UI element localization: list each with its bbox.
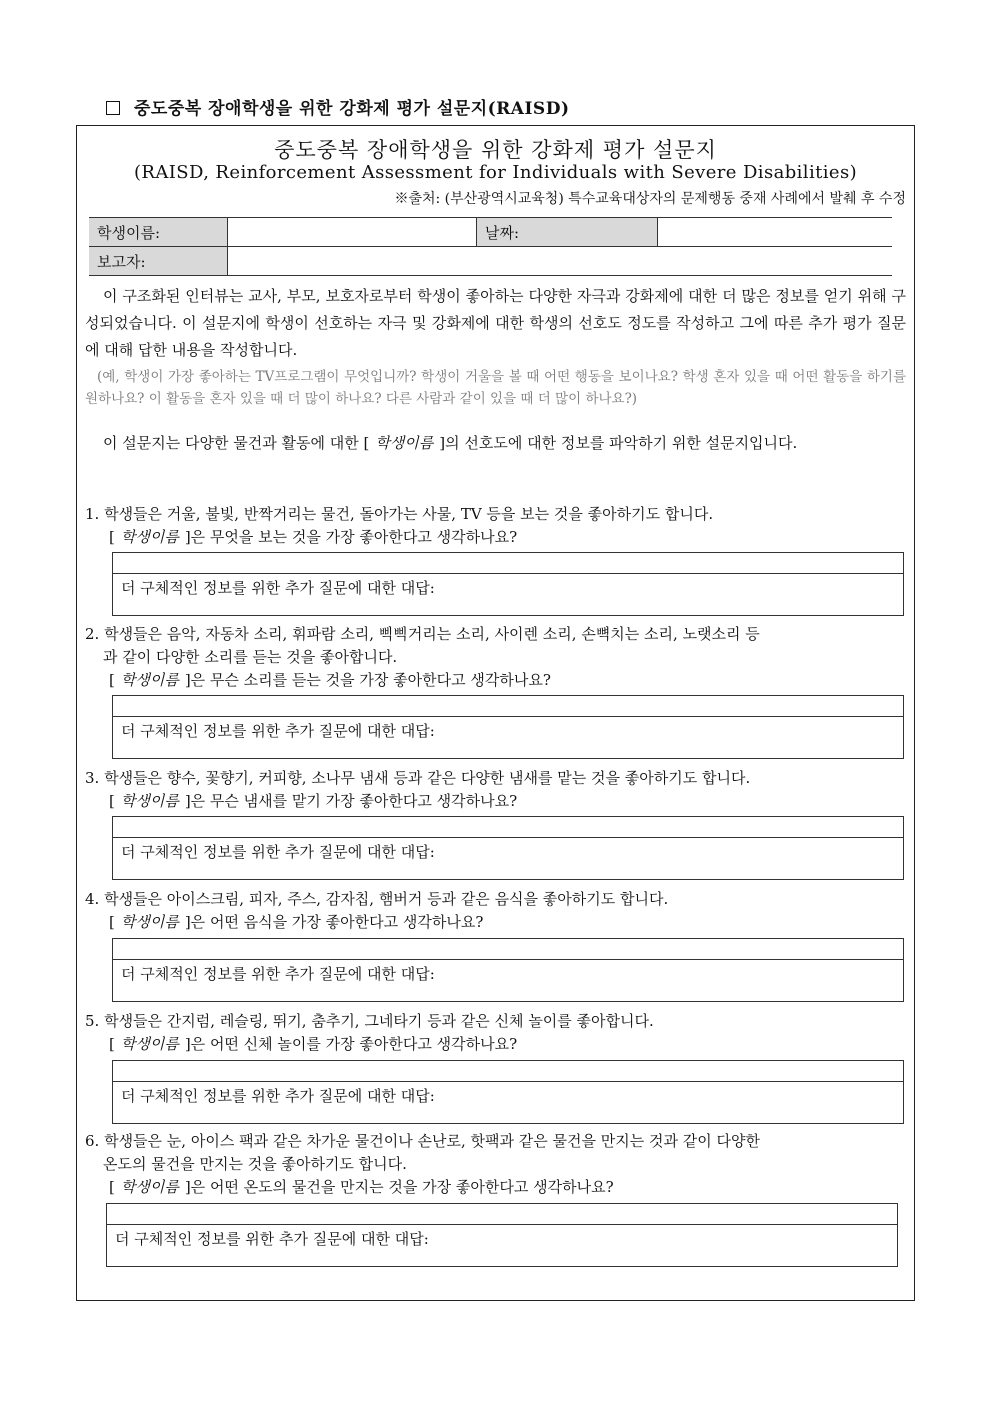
answer-rating-row[interactable] (113, 1061, 903, 1082)
question-2 (85, 623, 906, 692)
question-text: 5. 학생들은 간지럼, 레슬링, 뛰기, 춤추기, 그네타기 등과 같은 신체 놀이를 좋아합니다. (85, 1012, 654, 1030)
question-prompt: [ 학생이름 ]은 무슨 냄새를 맡기 가장 좋아한다고 생각하나요? (109, 792, 518, 810)
question-text: 2. 학생들은 음악, 자동차 소리, 휘파람 소리, 삑삑거리는 소리, 사이렌 소리, 손뼉치는 소리, 노랫소리 등 (85, 625, 760, 643)
questionnaire-title: 중도중복 장애학생을 위한 강화제 평가 설문지 (274, 138, 717, 162)
question-prompt: [ 학생이름 ]은 무슨 소리를 듣는 것을 가장 좋아한다고 생각하나요? (109, 671, 551, 689)
answer-rating-row[interactable] (113, 939, 903, 960)
student-name-placeholder: 학생이름 (120, 671, 179, 689)
purpose-text-before: 이 설문지는 다양한 물건과 활동에 대한 [ (103, 434, 370, 452)
student-name-placeholder: 학생이름 (120, 913, 179, 931)
answer-box-5[interactable] (112, 1060, 904, 1124)
student-name-placeholder: 학생이름 (375, 434, 434, 452)
question-text-continued: 온도의 물건을 만지는 것을 좋아하기도 합니다. (103, 1155, 407, 1173)
example-note: (예, 학생이 가장 좋아하는 TV프로그램이 무엇입니까? 학생이 거울을 볼 때 어떤 행동을 보이나요? 학생 혼자 있을 때 어떤 활동을 하기를 원하나요? 이 활동을 혼자 있을 때 더 많이 하나요? 다른 사람과 같이 있을 때 더 많이 하나요?) (85, 369, 906, 407)
question-prompt: [ 학생이름 ]은 어떤 온도의 물건을 만지는 것을 가장 좋아한다고 생각하나요? (109, 1178, 614, 1196)
student-name-placeholder: 학생이름 (120, 528, 179, 546)
questionnaire-frame (76, 125, 915, 1301)
reporter-label: 보고자: (89, 247, 228, 276)
document-heading (106, 94, 570, 119)
question-text: 4. 학생들은 아이스크림, 피자, 주스, 감자칩, 햄버거 등과 같은 음식을 좋아하기도 합니다. (85, 890, 669, 908)
question-prompt: [ 학생이름 ]은 어떤 신체 놀이를 가장 좋아한다고 생각하나요? (109, 1035, 518, 1053)
question-4 (85, 888, 906, 934)
date-label: 날짜: (477, 218, 658, 247)
answer-rating-row[interactable] (113, 553, 903, 574)
answer-box-3[interactable] (112, 816, 904, 880)
question-1 (85, 503, 906, 549)
question-text: 6. 학생들은 눈, 아이스 팩과 같은 차가운 물건이나 손난로, 핫팩과 같은 물건을 만지는 것과 같이 다양한 (85, 1132, 760, 1150)
answer-rating-row[interactable] (107, 1204, 897, 1225)
question-prompt: [ 학생이름 ]은 무엇을 보는 것을 가장 좋아한다고 생각하나요? (109, 528, 518, 546)
answer-box-1[interactable] (112, 552, 904, 616)
student-name-label: 학생이름: (89, 218, 228, 247)
reporter-field[interactable] (228, 247, 893, 276)
answer-box-2[interactable] (112, 695, 904, 759)
purpose-paragraph (85, 429, 906, 458)
answer-label: 더 구체적인 정보를 위한 추가 질문에 대한 대답: (115, 1230, 429, 1248)
question-text: 3. 학생들은 향수, 꽃향기, 커피향, 소나무 냄새 등과 같은 다양한 냄새를 맡는 것을 좋아하기도 합니다. (85, 769, 751, 787)
answer-label: 더 구체적인 정보를 위한 추가 질문에 대한 대답: (121, 965, 435, 983)
questionnaire-subtitle: (RAISD, Reinforcement Assessment for Individuals with Severe Disabilities) (133, 162, 858, 183)
student-info-table (89, 217, 892, 276)
source-note: ※출처: (부산광역시교육청) 특수교육대상자의 문제행동 중재 사례에서 발췌 후 수정 (394, 191, 906, 207)
purpose-text-after: ]의 선호도에 대한 정보를 파악하기 위한 설문지입니다. (439, 434, 798, 452)
answer-rating-row[interactable] (113, 817, 903, 838)
date-field[interactable] (658, 218, 893, 247)
question-5 (85, 1010, 906, 1056)
answer-label: 더 구체적인 정보를 위한 추가 질문에 대한 대답: (121, 722, 435, 740)
answer-box-4[interactable] (112, 938, 904, 1002)
answer-label: 더 구체적인 정보를 위한 추가 질문에 대한 대답: (121, 1087, 435, 1105)
answer-rating-row[interactable] (113, 696, 903, 717)
intro-paragraph: 이 구조화된 인터뷰는 교사, 부모, 보호자로부터 학생이 좋아하는 다양한 자극과 강화제에 대한 더 많은 정보를 얻기 위해 구성되었습니다. 이 설문지에 학생이 선호하는 자극 및 강화제에 대한 학생의 선호도 정도를 작성하고 그에 따른 추가 평가 질문에 대해 답한 내용을 작성합니다. (85, 287, 906, 359)
student-name-placeholder: 학생이름 (120, 792, 179, 810)
answer-label: 더 구체적인 정보를 위한 추가 질문에 대한 대답: (121, 579, 435, 597)
question-text-continued: 과 같이 다양한 소리를 듣는 것을 좋아합니다. (103, 648, 398, 666)
document-heading-text: 중도중복 장애학생을 위한 강화제 평가 설문지(RAISD) (134, 99, 570, 119)
question-text: 1. 학생들은 거울, 불빛, 반짝거리는 물건, 돌아가는 사물, TV 등을 보는 것을 좋아하기도 합니다. (85, 505, 714, 523)
student-name-placeholder: 학생이름 (120, 1178, 179, 1196)
answer-box-6[interactable] (106, 1203, 898, 1267)
question-prompt: [ 학생이름 ]은 어떤 음식을 가장 좋아한다고 생각하나요? (109, 913, 484, 931)
student-name-placeholder: 학생이름 (120, 1035, 179, 1053)
student-name-field[interactable] (228, 218, 477, 247)
question-3 (85, 767, 906, 813)
answer-label: 더 구체적인 정보를 위한 추가 질문에 대한 대답: (121, 843, 435, 861)
square-bullet-icon (106, 101, 120, 115)
question-6 (85, 1130, 906, 1199)
